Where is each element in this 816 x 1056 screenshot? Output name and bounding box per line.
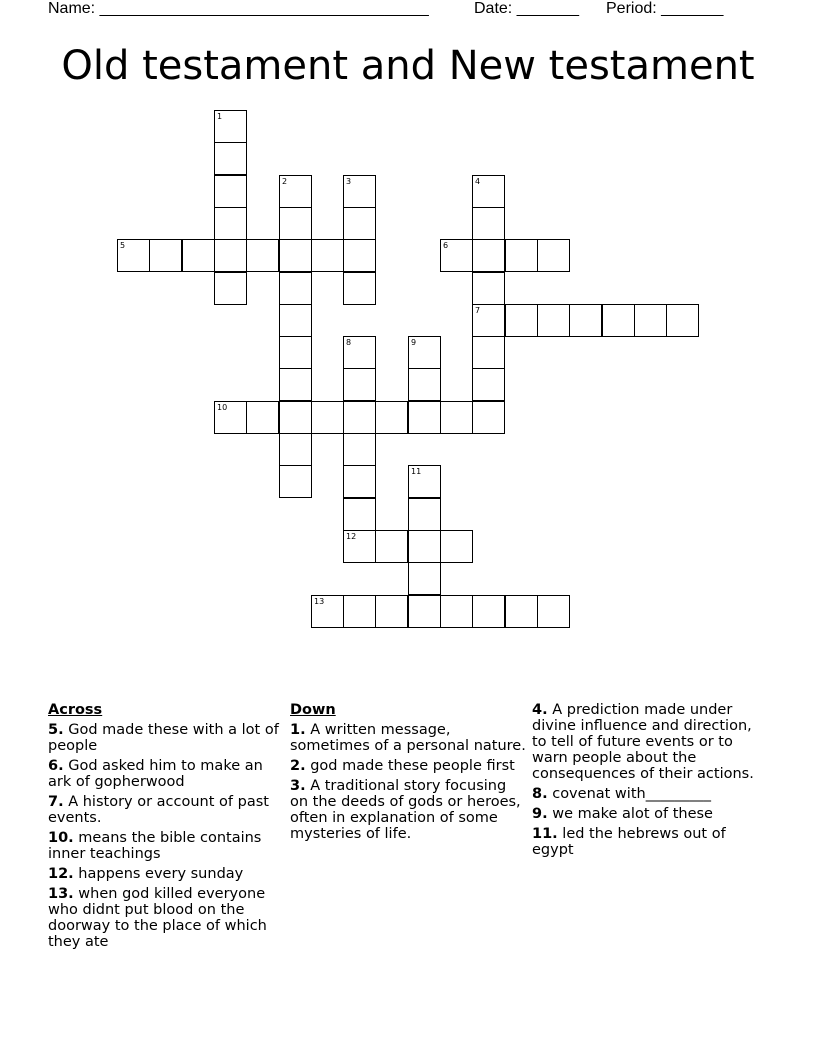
grid-cell[interactable] — [472, 175, 505, 208]
grid-cell[interactable] — [279, 272, 312, 305]
grid-cell[interactable] — [472, 207, 505, 240]
clue-item-number: 6. — [48, 758, 64, 774]
clue-number: 3 — [346, 177, 352, 186]
grid-cell[interactable] — [214, 110, 247, 143]
grid-cell[interactable] — [408, 595, 441, 628]
clue-item-number: 11. — [532, 826, 558, 842]
clue-item-text: covenat with_________ — [547, 786, 711, 802]
grid-cell[interactable] — [343, 368, 376, 401]
grid-cell[interactable] — [440, 595, 473, 628]
grid-cell[interactable] — [279, 207, 312, 240]
grid-cell[interactable] — [408, 498, 441, 531]
grid-cell[interactable] — [279, 336, 312, 369]
clue-item-text: we make alot of these — [547, 806, 713, 822]
grid-cell[interactable] — [214, 175, 247, 208]
grid-cell[interactable] — [214, 401, 247, 434]
period-label: Period: — [606, 0, 657, 17]
period-blank: _______ — [661, 0, 724, 17]
grid-cell[interactable] — [214, 207, 247, 240]
clue-item — [532, 806, 768, 822]
grid-cell[interactable] — [537, 595, 570, 628]
clue-item — [48, 830, 280, 862]
clue-item — [290, 778, 526, 842]
grid-cell[interactable] — [214, 142, 247, 175]
clue-item-number: 5. — [48, 722, 64, 738]
grid-cell[interactable] — [472, 272, 505, 305]
grid-cell[interactable] — [279, 433, 312, 466]
clue-item-text: A prediction made under divine influence and direction, to tell of future events or to warn people about the consequences of their actions. — [532, 702, 754, 782]
clue-item-number: 8. — [532, 786, 548, 802]
grid-cell[interactable] — [375, 401, 408, 434]
grid-cell[interactable] — [343, 595, 376, 628]
grid-cell[interactable] — [279, 368, 312, 401]
grid-cell[interactable] — [472, 336, 505, 369]
clue-number: 1 — [217, 112, 223, 121]
grid-cell[interactable] — [343, 175, 376, 208]
down-heading: Down — [290, 702, 336, 718]
grid-cell[interactable] — [311, 401, 344, 434]
grid-cell[interactable] — [279, 465, 312, 498]
clue-item-text: God asked him to make an ark of gopherwood — [48, 758, 263, 790]
grid-cell[interactable] — [440, 530, 473, 563]
grid-cell[interactable] — [311, 595, 344, 628]
clue-item — [532, 826, 768, 858]
clue-item-number: 7. — [48, 794, 64, 810]
grid-cell[interactable] — [408, 530, 441, 563]
grid-cell[interactable] — [343, 239, 376, 272]
clue-number: 6 — [443, 241, 449, 250]
grid-cell[interactable] — [634, 304, 667, 337]
grid-cell[interactable] — [311, 239, 344, 272]
grid-cell[interactable] — [343, 336, 376, 369]
grid-cell[interactable] — [279, 401, 312, 434]
across-heading: Across — [48, 702, 103, 718]
grid-cell[interactable] — [117, 239, 150, 272]
grid-cell[interactable] — [472, 595, 505, 628]
grid-cell[interactable] — [246, 239, 279, 272]
grid-cell[interactable] — [408, 401, 441, 434]
grid-cell[interactable] — [375, 530, 408, 563]
grid-cell[interactable] — [408, 465, 441, 498]
grid-cell[interactable] — [569, 304, 602, 337]
grid-cell[interactable] — [279, 175, 312, 208]
grid-cell[interactable] — [214, 272, 247, 305]
name-label: Name: — [48, 0, 96, 17]
grid-cell[interactable] — [537, 304, 570, 337]
page-title: Old testament and New testament — [61, 43, 755, 89]
clue-item-number: 13. — [48, 886, 74, 902]
clue-item-number: 9. — [532, 806, 548, 822]
clue-number: 9 — [411, 338, 417, 347]
grid-cell[interactable] — [666, 304, 699, 337]
clue-number: 10 — [217, 403, 228, 412]
grid-cell[interactable] — [343, 272, 376, 305]
grid-cell[interactable] — [408, 368, 441, 401]
clue-item-text: God made these with a lot of people — [48, 722, 279, 754]
grid-cell[interactable] — [472, 304, 505, 337]
clue-item — [532, 702, 768, 782]
grid-cell[interactable] — [505, 304, 538, 337]
clue-item-text: A history or account of past events. — [48, 794, 269, 826]
date-blank: _______ — [516, 0, 579, 17]
grid-cell[interactable] — [343, 433, 376, 466]
clue-item-text: led the hebrews out of egypt — [532, 826, 726, 858]
grid-cell[interactable] — [279, 304, 312, 337]
across-clues — [48, 702, 280, 954]
clue-item-number: 4. — [532, 702, 548, 718]
grid-cell[interactable] — [182, 239, 215, 272]
clue-number: 4 — [475, 177, 481, 186]
grid-cell[interactable] — [343, 498, 376, 531]
clue-item-text: when god killed everyone who didnt put blood on the doorway to the place of which they ate — [48, 886, 267, 950]
grid-cell[interactable] — [279, 239, 312, 272]
clue-number: 7 — [475, 306, 481, 315]
clue-item-text: god made these people first — [305, 758, 515, 774]
clue-item — [532, 786, 768, 802]
clue-item — [48, 866, 280, 882]
grid-cell[interactable] — [375, 595, 408, 628]
clue-item-number: 2. — [290, 758, 306, 774]
clue-item-text: means the bible contains inner teachings — [48, 830, 262, 862]
clue-item-text: A traditional story focusing on the deeds of gods or heroes, often in explanation of some mysteries of life. — [290, 778, 521, 842]
grid-cell[interactable] — [343, 207, 376, 240]
date-label: Date: — [474, 0, 513, 17]
grid-cell[interactable] — [505, 239, 538, 272]
clue-number: 13 — [314, 597, 325, 606]
grid-cell[interactable] — [408, 336, 441, 369]
clue-item — [48, 886, 280, 950]
grid-cell[interactable] — [408, 562, 441, 595]
clue-item-text: happens every sunday — [73, 866, 244, 882]
grid-cell[interactable] — [343, 530, 376, 563]
grid-cell[interactable] — [472, 368, 505, 401]
clue-item — [48, 722, 280, 754]
clue-item-number: 12. — [48, 866, 74, 882]
grid-cell[interactable] — [149, 239, 182, 272]
clue-number: 2 — [282, 177, 288, 186]
clue-number: 5 — [120, 241, 126, 250]
grid-cell[interactable] — [440, 239, 473, 272]
clue-number: 12 — [346, 532, 357, 541]
clue-item-number: 3. — [290, 778, 306, 794]
grid-cell[interactable] — [343, 401, 376, 434]
clue-item-text: A written message, sometimes of a personal nature. — [290, 722, 526, 754]
grid-cell[interactable] — [472, 239, 505, 272]
grid-cell[interactable] — [472, 401, 505, 434]
grid-cell[interactable] — [343, 465, 376, 498]
down-clues-column-2 — [532, 702, 768, 862]
clue-item — [290, 722, 526, 754]
clue-item — [48, 794, 280, 826]
grid-cell[interactable] — [214, 239, 247, 272]
clue-number: 11 — [411, 467, 422, 476]
clue-number: 8 — [346, 338, 352, 347]
grid-cell[interactable] — [505, 595, 538, 628]
clue-item — [290, 758, 526, 774]
clue-item-number: 1. — [290, 722, 306, 738]
down-clues-column-1 — [290, 702, 526, 846]
clue-item — [48, 758, 280, 790]
grid-cell[interactable] — [537, 239, 570, 272]
clue-item-number: 10. — [48, 830, 74, 846]
grid-cell[interactable] — [246, 401, 279, 434]
grid-cell[interactable] — [440, 401, 473, 434]
name-blank: _____________________________________ — [99, 0, 429, 17]
grid-cell[interactable] — [602, 304, 635, 337]
